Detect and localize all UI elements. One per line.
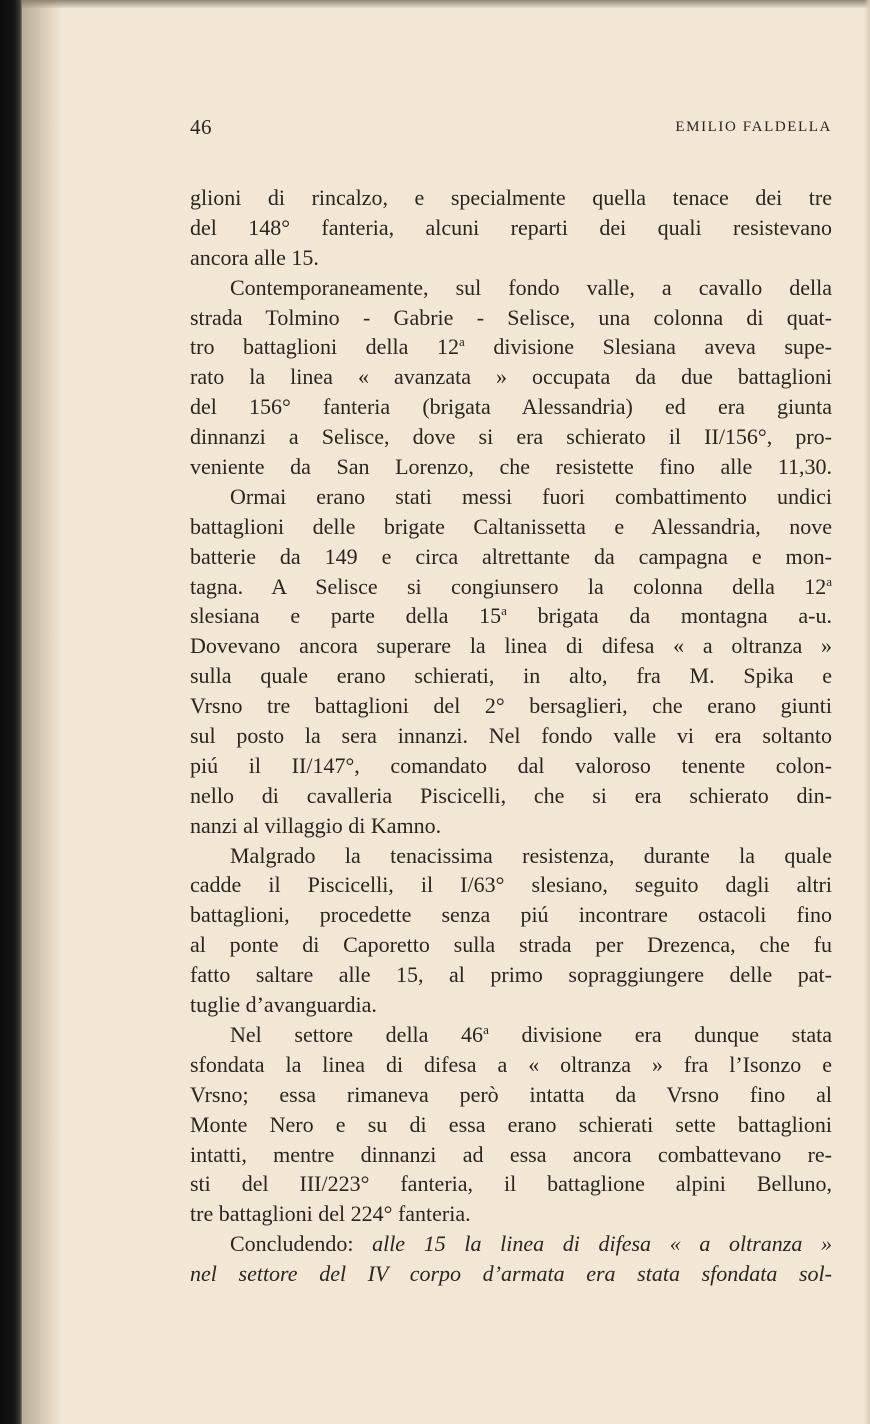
text-line xyxy=(190,841,832,871)
text-line xyxy=(190,1259,832,1289)
text-line-content: slesiana e parte della 15$^a$ brigata da montagna a-u. xyxy=(190,603,832,629)
text-line-content: Vrsno; essa rimaneva però intatta da Vrsno fino al xyxy=(190,1081,832,1107)
text-line-content: battaglioni, procedette senza piú incontrare ostacoli fino xyxy=(190,902,832,928)
running-head-author: EMILIO FALDELLA xyxy=(675,119,832,135)
text-line xyxy=(190,482,832,512)
text-line xyxy=(190,1050,832,1080)
text-line-content: Nel settore della 46$^a$ divisione era dunque stata xyxy=(230,1021,832,1047)
scan-binding-edge xyxy=(0,0,22,1424)
text-line xyxy=(190,1080,832,1110)
text-line-content: del 156° fanteria (brigata Alessandria) ed era giunta xyxy=(190,394,832,420)
text-line-content: glioni di rincalzo, e specialmente quella tenace dei tre xyxy=(190,185,832,210)
text-line xyxy=(190,303,832,333)
text-line-content: sulla quale erano schierati, in alto, fra M. Spika e xyxy=(190,663,832,689)
text-line-content: piú il II/147°, comandato dal valoroso tenente colon- xyxy=(190,752,832,778)
text-line-content: Dovevano ancora superare la linea di difesa « a oltranza » xyxy=(190,633,832,659)
text-line-content: sul posto la sera innanzi. Nel fondo valle vi era soltanto xyxy=(190,723,832,749)
text-line-prefix: Concludendo: xyxy=(230,1231,373,1257)
text-line-content: alle 15 la linea di difesa « a oltranza » xyxy=(372,1231,832,1257)
text-line-content: Ormai erano stati messi fuori combattimento undici xyxy=(230,483,832,509)
scan-top-edge xyxy=(22,0,870,8)
text-line xyxy=(190,422,832,452)
text-line xyxy=(190,811,832,841)
text-line xyxy=(190,1020,832,1050)
text-line xyxy=(190,661,832,691)
text-line-content: tre battaglioni del 224° fanteria. xyxy=(190,1201,471,1227)
scan-right-edge xyxy=(864,0,870,1424)
text-line-content: Vrsno tre battaglioni del 2° bersaglieri, che erano giunti xyxy=(190,693,832,719)
text-line xyxy=(190,332,832,362)
text-line xyxy=(190,512,832,542)
text-line-content: cadde il Piscicelli, il I/63° slesiano, seguito dagli altri xyxy=(190,872,832,898)
text-line-content: nanzi al villaggio di Kamno. xyxy=(190,812,442,838)
text-line xyxy=(190,870,832,900)
text-line-content: tro battaglioni della 12$^a$ divisione Slesiana aveva supe- xyxy=(190,334,832,360)
text-line-content: rato la linea « avanzata » occupata da due battaglioni xyxy=(190,364,832,390)
text-line xyxy=(190,243,832,273)
text-line xyxy=(190,392,832,422)
text-line-content: nello di cavalleria Piscicelli, che si era schierato din- xyxy=(190,782,832,808)
text-line xyxy=(190,900,832,930)
text-line xyxy=(190,781,832,811)
text-line xyxy=(190,183,832,213)
text-line xyxy=(190,960,832,990)
text-line xyxy=(190,452,832,482)
text-line xyxy=(190,631,832,661)
text-line-content: batterie da 149 e circa altrettante da campagna e mon- xyxy=(190,543,832,569)
text-line xyxy=(190,691,832,721)
text-line xyxy=(190,751,832,781)
text-line-content: tagna. A Selisce si congiunsero la colonna della 12$^a$ xyxy=(190,573,832,599)
text-line xyxy=(190,1169,832,1199)
text-line xyxy=(190,542,832,572)
text-line xyxy=(190,362,832,392)
text-line xyxy=(190,1110,832,1140)
text-line-content: Contemporaneamente, sul fondo valle, a cavallo della xyxy=(230,274,832,300)
text-line xyxy=(190,213,832,243)
text-line-content: battaglioni delle brigate Caltanissetta e Alessandria, nove xyxy=(190,513,832,539)
text-line-content: del 148° fanteria, alcuni reparti dei quali resistevano xyxy=(190,214,832,240)
running-head xyxy=(190,115,832,145)
page-number: 46 xyxy=(190,115,212,139)
text-line xyxy=(190,721,832,751)
text-line xyxy=(190,1199,832,1229)
text-line-content: ancora alle 15. xyxy=(190,244,319,270)
text-line-content: tuglie d’avanguardia. xyxy=(190,992,377,1018)
text-line xyxy=(190,273,832,303)
text-line-content: dinnanzi a Selisce, dove si era schierato il II/156°, pro- xyxy=(190,424,832,450)
text-line-content: sti del III/223° fanteria, il battaglione alpini Belluno, xyxy=(190,1171,832,1197)
page-gutter-shadow xyxy=(22,0,62,1424)
text-line-content: al ponte di Caporetto sulla strada per Drezenca, che fu xyxy=(190,932,832,958)
text-line xyxy=(190,601,832,631)
text-line xyxy=(190,1140,832,1170)
text-line-content: intatti, mentre dinnanzi ad essa ancora combattevano re- xyxy=(190,1141,832,1167)
text-line-content: fatto saltare alle 15, al primo sopraggiungere delle pat- xyxy=(190,962,832,988)
text-line-content: veniente da San Lorenzo, che resistette fino alle 11,30. xyxy=(190,454,832,480)
text-line-content: sfondata la linea di difesa a « oltranza » fra l’Isonzo e xyxy=(190,1051,832,1077)
text-line-content: nel settore del IV corpo d’armata era stata sfondata sol- xyxy=(190,1261,832,1287)
text-line-content: Monte Nero e su di essa erano schierati sette battaglioni xyxy=(190,1111,832,1137)
text-line xyxy=(190,572,832,602)
text-line xyxy=(190,990,832,1020)
text-line-content: strada Tolmino - Gabrie - Selisce, una colonna di quat- xyxy=(190,304,832,330)
text-line xyxy=(190,1229,832,1259)
text-line-content: Malgrado la tenacissima resistenza, durante la quale xyxy=(230,842,832,868)
text-line xyxy=(190,930,832,960)
body-text xyxy=(190,183,832,1289)
